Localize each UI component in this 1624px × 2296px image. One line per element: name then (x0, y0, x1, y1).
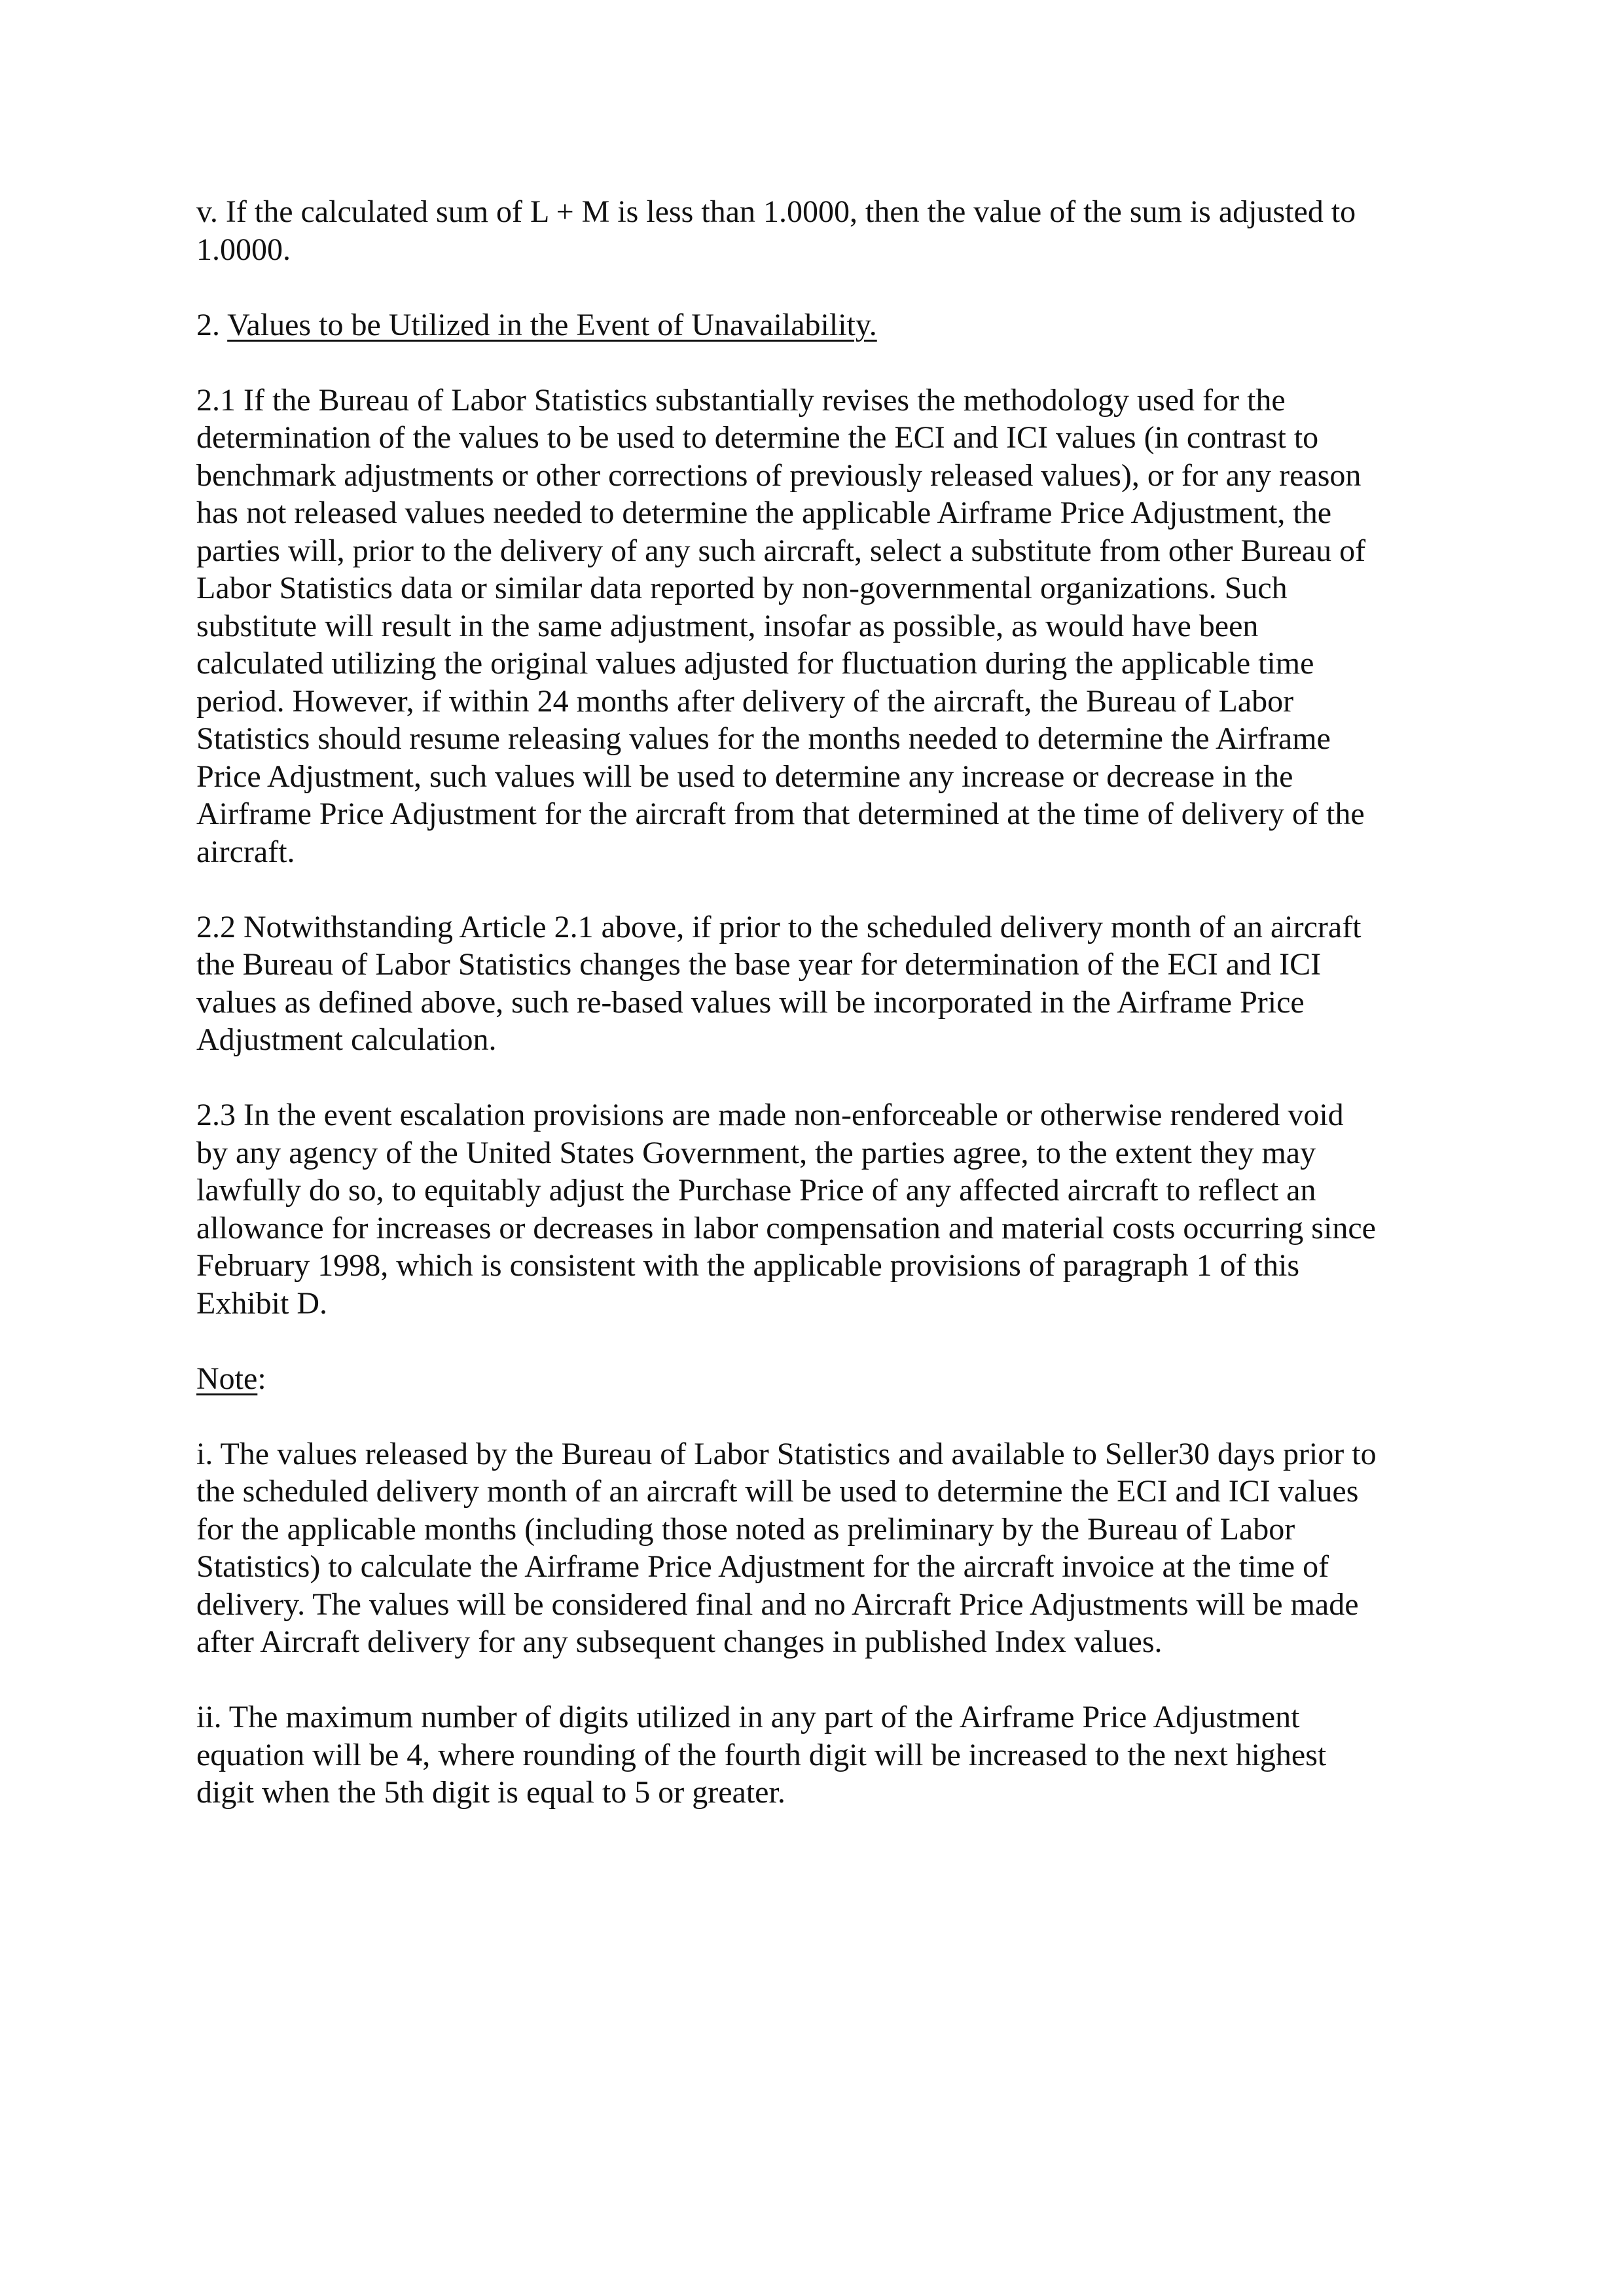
text-line: parties will, prior to the delivery of any such aircraft, select a substitute from other Bureau of (196, 533, 1366, 568)
paragraph-v (196, 193, 1460, 268)
section-number: 2. (196, 307, 220, 342)
text-line: aircraft. (196, 834, 295, 869)
text-line: February 1998, which is consistent with the applicable provisions of paragraph 1 of this (196, 1248, 1299, 1283)
text-line: 1.0000. (196, 232, 291, 267)
text-line: has not released values needed to determine the applicable Airframe Price Adjustment, the (196, 495, 1332, 530)
text-line: Airframe Price Adjustment for the aircraft from that determined at the time of delivery of the (196, 797, 1365, 831)
text-line: i. The values released by the Bureau of Labor Statistics and available to Seller30 days prior to (196, 1436, 1377, 1471)
text-line: v. If the calculated sum of L + M is less than 1.0000, then the value of the sum is adjusted to (196, 194, 1356, 229)
text-line: lawfully do so, to equitably adjust the Purchase Price of any affected aircraft to reflect an (196, 1173, 1316, 1208)
text-line: equation will be 4, where rounding of the fourth digit will be increased to the next highest (196, 1737, 1327, 1772)
document-page (196, 193, 1460, 1849)
text-line: determination of the values to be used to determine the ECI and ICI values (in contrast to (196, 420, 1319, 455)
paragraph-2-1 (196, 382, 1460, 871)
text-line: calculated utilizing the original values adjusted for fluctuation during the applicable time (196, 646, 1314, 681)
text-line: values as defined above, such re-based values will be incorporated in the Airframe Price (196, 984, 1305, 1020)
text-line: 2.1 If the Bureau of Labor Statistics substantially revises the methodology used for the (196, 382, 1286, 418)
note-i (196, 1435, 1460, 1661)
text-line: period. However, if within 24 months after delivery of the aircraft, the Bureau of Labor (196, 683, 1294, 719)
text-line: Exhibit D. (196, 1285, 327, 1321)
paragraph-2-3 (196, 1096, 1460, 1322)
text-line: 2.3 In the event escalation provisions are made non-enforceable or otherwise rendered void (196, 1098, 1344, 1132)
text-line: Statistics) to calculate the Airframe Price Adjustment for the aircraft invoice at the time of (196, 1549, 1329, 1584)
text-line: digit when the 5th digit is equal to 5 or greater. (196, 1775, 785, 1810)
note-ii (196, 1698, 1460, 1812)
text-line: delivery. The values will be considered final and no Aircraft Price Adjustments will be made (196, 1587, 1359, 1622)
text-line: benchmark adjustments or other corrections of previously released values), or for any reason (196, 457, 1362, 493)
text-line: for the applicable months (including those noted as preliminary by the Bureau of Labor (196, 1511, 1295, 1547)
note-colon: : (257, 1361, 266, 1396)
text-line: by any agency of the United States Government, the parties agree, to the extent they may (196, 1135, 1316, 1170)
text-line: substitute will result in the same adjustment, insofar as possible, as would have been (196, 608, 1259, 643)
text-line: allowance for increases or decreases in labor compensation and material costs occurring since (196, 1210, 1376, 1246)
text-line: Price Adjustment, such values will be used to determine any increase or decrease in the (196, 759, 1293, 794)
text-line: Statistics should resume releasing values for the months needed to determine the Airframe (196, 721, 1331, 756)
text-line: the Bureau of Labor Statistics changes the base year for determination of the ECI and ICI (196, 947, 1322, 982)
text-line: after Aircraft delivery for any subsequent changes in published Index values. (196, 1624, 1163, 1659)
text-line: the scheduled delivery month of an aircraft will be used to determine the ECI and ICI values (196, 1474, 1359, 1509)
section-title: Values to be Utilized in the Event of Unavailability. (227, 307, 877, 342)
text-line: Adjustment calculation. (196, 1022, 497, 1057)
text-line: Labor Statistics data or similar data reported by non-governmental organizations. Such (196, 571, 1288, 605)
text-line: 2.2 Notwithstanding Article 2.1 above, if prior to the scheduled delivery month of an aircraft (196, 909, 1362, 944)
note-label: Note (196, 1361, 258, 1396)
text-line: ii. The maximum number of digits utilized in any part of the Airframe Price Adjustment (196, 1700, 1300, 1734)
paragraph-2-2 (196, 908, 1460, 1059)
section-2-heading (196, 306, 1460, 344)
note-heading (196, 1360, 1460, 1398)
